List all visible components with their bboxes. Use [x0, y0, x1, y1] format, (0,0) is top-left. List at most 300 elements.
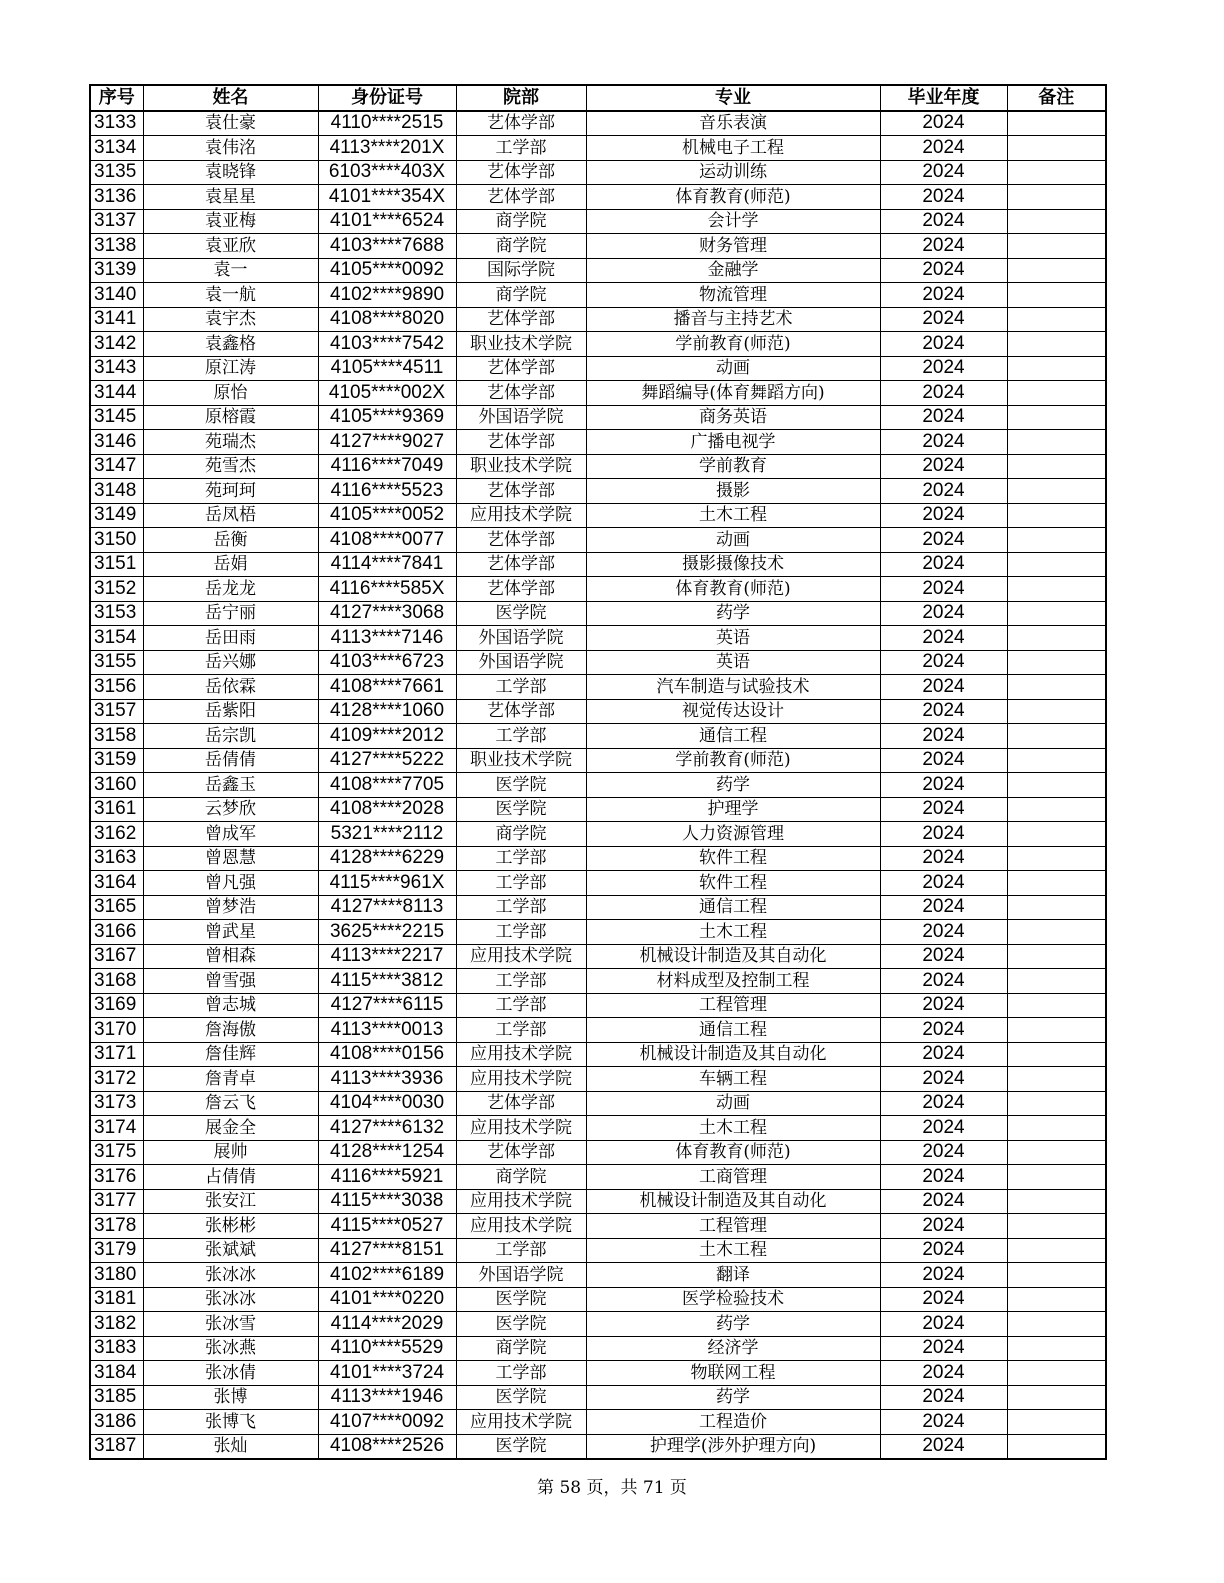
- table-row: [90, 1385, 1106, 1410]
- cell-name: 张博: [143, 1385, 318, 1410]
- cell-index: 3171: [90, 1042, 143, 1067]
- cell-id-number: 3625****2215: [318, 920, 456, 945]
- cell-remarks: [1007, 895, 1106, 920]
- cell-index: 3174: [90, 1116, 143, 1141]
- cell-major: 体育教育(师范): [586, 1140, 880, 1165]
- cell-id-number: 4108****0156: [318, 1042, 456, 1067]
- cell-department: 艺体学部: [456, 356, 586, 381]
- cell-graduation-year: 2024: [880, 773, 1007, 798]
- cell-major: 经济学: [586, 1336, 880, 1361]
- cell-index: 3146: [90, 430, 143, 455]
- cell-name: 曾恩慧: [143, 846, 318, 871]
- cell-graduation-year: 2024: [880, 993, 1007, 1018]
- cell-graduation-year: 2024: [880, 895, 1007, 920]
- table-row: [90, 944, 1106, 969]
- cell-name: 张冰冰: [143, 1263, 318, 1288]
- cell-graduation-year: 2024: [880, 920, 1007, 945]
- cell-department: 应用技术学院: [456, 1214, 586, 1239]
- cell-name: 曾梦浩: [143, 895, 318, 920]
- table-row: [90, 822, 1106, 847]
- cell-index: 3179: [90, 1238, 143, 1263]
- cell-id-number: 4108****2526: [318, 1434, 456, 1459]
- table-row: [90, 1067, 1106, 1092]
- cell-index: 3182: [90, 1312, 143, 1337]
- cell-graduation-year: 2024: [880, 797, 1007, 822]
- cell-department: 艺体学部: [456, 430, 586, 455]
- cell-department: 应用技术学院: [456, 503, 586, 528]
- cell-graduation-year: 2024: [880, 601, 1007, 626]
- cell-remarks: [1007, 405, 1106, 430]
- cell-remarks: [1007, 699, 1106, 724]
- cell-name: 占倩倩: [143, 1165, 318, 1190]
- cell-major: 机械电子工程: [586, 136, 880, 161]
- cell-graduation-year: 2024: [880, 258, 1007, 283]
- cell-index: 3183: [90, 1336, 143, 1361]
- cell-id-number: 4110****2515: [318, 111, 456, 136]
- cell-id-number: 4108****7661: [318, 675, 456, 700]
- cell-major: 动画: [586, 356, 880, 381]
- cell-id-number: 4102****9890: [318, 283, 456, 308]
- cell-name: 张冰雪: [143, 1312, 318, 1337]
- cell-id-number: 4108****8020: [318, 307, 456, 332]
- cell-name: 詹佳辉: [143, 1042, 318, 1067]
- page-footer: 第 58 页，共 71 页: [537, 1478, 687, 1498]
- table-row: [90, 650, 1106, 675]
- cell-remarks: [1007, 969, 1106, 994]
- cell-id-number: 4116****585X: [318, 577, 456, 602]
- table-row: [90, 454, 1106, 479]
- cell-index: 3136: [90, 185, 143, 210]
- cell-major: 广播电视学: [586, 430, 880, 455]
- cell-name: 岳田雨: [143, 626, 318, 651]
- cell-graduation-year: 2024: [880, 822, 1007, 847]
- cell-graduation-year: 2024: [880, 1067, 1007, 1092]
- cell-department: 商学院: [456, 822, 586, 847]
- cell-department: 艺体学部: [456, 185, 586, 210]
- cell-remarks: [1007, 307, 1106, 332]
- cell-remarks: [1007, 1287, 1106, 1312]
- cell-name: 张冰燕: [143, 1336, 318, 1361]
- cell-index: 3143: [90, 356, 143, 381]
- table-row: [90, 1312, 1106, 1337]
- table-row: [90, 748, 1106, 773]
- cell-graduation-year: 2024: [880, 283, 1007, 308]
- table-row: [90, 675, 1106, 700]
- table-row: [90, 528, 1106, 553]
- cell-graduation-year: 2024: [880, 356, 1007, 381]
- cell-id-number: 4104****0030: [318, 1091, 456, 1116]
- cell-name: 袁亚欣: [143, 234, 318, 259]
- cell-index: 3157: [90, 699, 143, 724]
- cell-remarks: [1007, 822, 1106, 847]
- table-body: [90, 111, 1106, 1460]
- cell-graduation-year: 2024: [880, 748, 1007, 773]
- cell-department: 商学院: [456, 209, 586, 234]
- cell-index: 3163: [90, 846, 143, 871]
- cell-name: 岳娟: [143, 552, 318, 577]
- cell-major: 机械设计制造及其自动化: [586, 944, 880, 969]
- cell-major: 体育教育(师范): [586, 185, 880, 210]
- cell-department: 工学部: [456, 136, 586, 161]
- cell-graduation-year: 2024: [880, 552, 1007, 577]
- cell-major: 英语: [586, 650, 880, 675]
- cell-name: 张彬彬: [143, 1214, 318, 1239]
- cell-name: 岳宗凯: [143, 724, 318, 749]
- cell-major: 医学检验技术: [586, 1287, 880, 1312]
- cell-name: 岳凤梧: [143, 503, 318, 528]
- cell-name: 岳倩倩: [143, 748, 318, 773]
- cell-remarks: [1007, 381, 1106, 406]
- cell-graduation-year: 2024: [880, 332, 1007, 357]
- cell-department: 医学院: [456, 1434, 586, 1459]
- cell-name: 张冰冰: [143, 1287, 318, 1312]
- header-remarks: 备注: [1007, 85, 1106, 111]
- cell-remarks: [1007, 185, 1106, 210]
- cell-index: 3148: [90, 479, 143, 504]
- cell-department: 职业技术学院: [456, 332, 586, 357]
- cell-remarks: [1007, 920, 1106, 945]
- cell-department: 艺体学部: [456, 1140, 586, 1165]
- cell-index: 3133: [90, 111, 143, 136]
- cell-id-number: 4116****5523: [318, 479, 456, 504]
- cell-index: 3160: [90, 773, 143, 798]
- cell-index: 3181: [90, 1287, 143, 1312]
- cell-id-number: 4102****6189: [318, 1263, 456, 1288]
- table-row: [90, 136, 1106, 161]
- cell-index: 3152: [90, 577, 143, 602]
- table-row: [90, 1116, 1106, 1141]
- cell-index: 3170: [90, 1018, 143, 1043]
- cell-graduation-year: 2024: [880, 1385, 1007, 1410]
- cell-remarks: [1007, 454, 1106, 479]
- cell-name: 原怡: [143, 381, 318, 406]
- cell-name: 苑瑞杰: [143, 430, 318, 455]
- cell-remarks: [1007, 1018, 1106, 1043]
- cell-major: 软件工程: [586, 846, 880, 871]
- cell-remarks: [1007, 1214, 1106, 1239]
- cell-index: 3180: [90, 1263, 143, 1288]
- cell-department: 国际学院: [456, 258, 586, 283]
- cell-graduation-year: 2024: [880, 479, 1007, 504]
- cell-graduation-year: 2024: [880, 1189, 1007, 1214]
- cell-major: 会计学: [586, 209, 880, 234]
- cell-name: 詹海傲: [143, 1018, 318, 1043]
- cell-major: 通信工程: [586, 1018, 880, 1043]
- cell-index: 3169: [90, 993, 143, 1018]
- cell-remarks: [1007, 1116, 1106, 1141]
- cell-graduation-year: 2024: [880, 675, 1007, 700]
- cell-department: 应用技术学院: [456, 1042, 586, 1067]
- cell-department: 工学部: [456, 1361, 586, 1386]
- cell-graduation-year: 2024: [880, 234, 1007, 259]
- header-index: 序号: [90, 85, 143, 111]
- cell-id-number: 4113****3936: [318, 1067, 456, 1092]
- cell-name: 张安江: [143, 1189, 318, 1214]
- cell-id-number: 4113****2217: [318, 944, 456, 969]
- table-row: [90, 1361, 1106, 1386]
- cell-department: 医学院: [456, 1287, 586, 1312]
- cell-department: 外国语学院: [456, 405, 586, 430]
- cell-id-number: 4110****5529: [318, 1336, 456, 1361]
- cell-major: 汽车制造与试验技术: [586, 675, 880, 700]
- cell-index: 3176: [90, 1165, 143, 1190]
- cell-id-number: 4116****7049: [318, 454, 456, 479]
- cell-graduation-year: 2024: [880, 1214, 1007, 1239]
- table-row: [90, 1263, 1106, 1288]
- table-row: [90, 895, 1106, 920]
- cell-id-number: 4107****0092: [318, 1410, 456, 1435]
- cell-name: 曾凡强: [143, 871, 318, 896]
- table-row: [90, 969, 1106, 994]
- cell-name: 岳兴娜: [143, 650, 318, 675]
- cell-name: 袁晓锋: [143, 160, 318, 185]
- cell-index: 3153: [90, 601, 143, 626]
- cell-index: 3166: [90, 920, 143, 945]
- cell-remarks: [1007, 1238, 1106, 1263]
- cell-remarks: [1007, 1140, 1106, 1165]
- table-row: [90, 381, 1106, 406]
- cell-department: 医学院: [456, 797, 586, 822]
- cell-graduation-year: 2024: [880, 1018, 1007, 1043]
- cell-id-number: 4116****5921: [318, 1165, 456, 1190]
- cell-remarks: [1007, 675, 1106, 700]
- cell-graduation-year: 2024: [880, 1165, 1007, 1190]
- cell-id-number: 4103****6723: [318, 650, 456, 675]
- cell-index: 3140: [90, 283, 143, 308]
- cell-graduation-year: 2024: [880, 699, 1007, 724]
- cell-major: 机械设计制造及其自动化: [586, 1189, 880, 1214]
- cell-name: 原江涛: [143, 356, 318, 381]
- cell-name: 詹青卓: [143, 1067, 318, 1092]
- cell-id-number: 4113****201X: [318, 136, 456, 161]
- cell-name: 岳鑫玉: [143, 773, 318, 798]
- cell-index: 3168: [90, 969, 143, 994]
- cell-department: 艺体学部: [456, 1091, 586, 1116]
- cell-remarks: [1007, 1336, 1106, 1361]
- cell-id-number: 6103****403X: [318, 160, 456, 185]
- cell-graduation-year: 2024: [880, 528, 1007, 553]
- cell-index: 3186: [90, 1410, 143, 1435]
- cell-major: 摄影: [586, 479, 880, 504]
- cell-graduation-year: 2024: [880, 160, 1007, 185]
- cell-index: 3175: [90, 1140, 143, 1165]
- cell-major: 软件工程: [586, 871, 880, 896]
- cell-major: 音乐表演: [586, 111, 880, 136]
- cell-index: 3156: [90, 675, 143, 700]
- cell-major: 药学: [586, 1312, 880, 1337]
- cell-major: 工商管理: [586, 1165, 880, 1190]
- cell-major: 护理学: [586, 797, 880, 822]
- cell-name: 曾雪强: [143, 969, 318, 994]
- cell-department: 医学院: [456, 1312, 586, 1337]
- cell-major: 学前教育(师范): [586, 332, 880, 357]
- table-row: [90, 601, 1106, 626]
- cell-index: 3155: [90, 650, 143, 675]
- cell-department: 艺体学部: [456, 528, 586, 553]
- cell-id-number: 4105****0092: [318, 258, 456, 283]
- cell-index: 3135: [90, 160, 143, 185]
- cell-department: 商学院: [456, 234, 586, 259]
- cell-id-number: 4105****9369: [318, 405, 456, 430]
- cell-index: 3177: [90, 1189, 143, 1214]
- cell-department: 艺体学部: [456, 307, 586, 332]
- cell-graduation-year: 2024: [880, 185, 1007, 210]
- cell-name: 岳宁丽: [143, 601, 318, 626]
- cell-index: 3164: [90, 871, 143, 896]
- table-row: [90, 283, 1106, 308]
- cell-major: 学前教育(师范): [586, 748, 880, 773]
- cell-major: 药学: [586, 601, 880, 626]
- cell-id-number: 4128****1060: [318, 699, 456, 724]
- cell-remarks: [1007, 283, 1106, 308]
- cell-id-number: 4109****2012: [318, 724, 456, 749]
- cell-index: 3149: [90, 503, 143, 528]
- cell-graduation-year: 2024: [880, 969, 1007, 994]
- cell-index: 3178: [90, 1214, 143, 1239]
- cell-name: 袁鑫格: [143, 332, 318, 357]
- cell-graduation-year: 2024: [880, 307, 1007, 332]
- cell-name: 袁仕豪: [143, 111, 318, 136]
- cell-remarks: [1007, 258, 1106, 283]
- cell-graduation-year: 2024: [880, 381, 1007, 406]
- cell-name: 苑雪杰: [143, 454, 318, 479]
- cell-major: 动画: [586, 1091, 880, 1116]
- cell-graduation-year: 2024: [880, 626, 1007, 651]
- cell-id-number: 4113****7146: [318, 626, 456, 651]
- cell-id-number: 4103****7688: [318, 234, 456, 259]
- cell-index: 3184: [90, 1361, 143, 1386]
- cell-department: 外国语学院: [456, 650, 586, 675]
- cell-index: 3151: [90, 552, 143, 577]
- cell-department: 艺体学部: [456, 479, 586, 504]
- table-row: [90, 773, 1106, 798]
- cell-major: 机械设计制造及其自动化: [586, 1042, 880, 1067]
- cell-name: 云梦欣: [143, 797, 318, 822]
- cell-major: 材料成型及控制工程: [586, 969, 880, 994]
- cell-id-number: 4115****0527: [318, 1214, 456, 1239]
- table-row: [90, 1189, 1106, 1214]
- cell-index: 3162: [90, 822, 143, 847]
- cell-id-number: 4108****0077: [318, 528, 456, 553]
- cell-graduation-year: 2024: [880, 1042, 1007, 1067]
- cell-remarks: [1007, 773, 1106, 798]
- cell-department: 工学部: [456, 895, 586, 920]
- cell-index: 3142: [90, 332, 143, 357]
- cell-name: 张博飞: [143, 1410, 318, 1435]
- cell-department: 外国语学院: [456, 626, 586, 651]
- cell-remarks: [1007, 234, 1106, 259]
- table-row: [90, 111, 1106, 136]
- cell-name: 张灿: [143, 1434, 318, 1459]
- cell-index: 3141: [90, 307, 143, 332]
- student-table: [89, 84, 1107, 1460]
- cell-name: 曾相森: [143, 944, 318, 969]
- cell-major: 英语: [586, 626, 880, 651]
- cell-major: 动画: [586, 528, 880, 553]
- cell-remarks: [1007, 136, 1106, 161]
- cell-major: 车辆工程: [586, 1067, 880, 1092]
- cell-index: 3165: [90, 895, 143, 920]
- cell-department: 工学部: [456, 675, 586, 700]
- cell-department: 应用技术学院: [456, 1189, 586, 1214]
- cell-remarks: [1007, 1067, 1106, 1092]
- table-row: [90, 258, 1106, 283]
- table-row: [90, 797, 1106, 822]
- cell-id-number: 4114****7841: [318, 552, 456, 577]
- cell-remarks: [1007, 356, 1106, 381]
- cell-remarks: [1007, 1263, 1106, 1288]
- cell-graduation-year: 2024: [880, 503, 1007, 528]
- cell-name: 岳依霖: [143, 675, 318, 700]
- cell-name: 岳龙龙: [143, 577, 318, 602]
- cell-remarks: [1007, 871, 1106, 896]
- cell-major: 工程造价: [586, 1410, 880, 1435]
- table-row: [90, 552, 1106, 577]
- cell-index: 3173: [90, 1091, 143, 1116]
- cell-remarks: [1007, 430, 1106, 455]
- cell-remarks: [1007, 626, 1106, 651]
- cell-department: 艺体学部: [456, 699, 586, 724]
- cell-major: 通信工程: [586, 895, 880, 920]
- table-row: [90, 724, 1106, 749]
- cell-id-number: 4108****2028: [318, 797, 456, 822]
- cell-department: 工学部: [456, 969, 586, 994]
- header-major: 专业: [586, 85, 880, 111]
- cell-name: 袁一: [143, 258, 318, 283]
- cell-remarks: [1007, 650, 1106, 675]
- cell-name: 袁亚梅: [143, 209, 318, 234]
- cell-name: 袁星星: [143, 185, 318, 210]
- cell-id-number: 4101****6524: [318, 209, 456, 234]
- cell-index: 3154: [90, 626, 143, 651]
- cell-id-number: 4127****6115: [318, 993, 456, 1018]
- cell-name: 曾成军: [143, 822, 318, 847]
- cell-department: 医学院: [456, 773, 586, 798]
- cell-id-number: 4113****0013: [318, 1018, 456, 1043]
- cell-department: 艺体学部: [456, 552, 586, 577]
- table-row: [90, 356, 1106, 381]
- cell-major: 药学: [586, 1385, 880, 1410]
- cell-index: 3137: [90, 209, 143, 234]
- cell-graduation-year: 2024: [880, 650, 1007, 675]
- cell-graduation-year: 2024: [880, 577, 1007, 602]
- cell-department: 应用技术学院: [456, 1116, 586, 1141]
- cell-graduation-year: 2024: [880, 1312, 1007, 1337]
- table-row: [90, 846, 1106, 871]
- cell-index: 3161: [90, 797, 143, 822]
- cell-major: 人力资源管理: [586, 822, 880, 847]
- cell-index: 3139: [90, 258, 143, 283]
- header-row: [90, 85, 1106, 111]
- cell-remarks: [1007, 1410, 1106, 1435]
- cell-remarks: [1007, 1091, 1106, 1116]
- cell-major: 土木工程: [586, 1116, 880, 1141]
- cell-index: 3150: [90, 528, 143, 553]
- cell-major: 金融学: [586, 258, 880, 283]
- header-name: 姓名: [143, 85, 318, 111]
- table-row: [90, 1434, 1106, 1459]
- cell-id-number: 5321****2112: [318, 822, 456, 847]
- header-id-number: 身份证号: [318, 85, 456, 111]
- cell-id-number: 4127****9027: [318, 430, 456, 455]
- cell-remarks: [1007, 528, 1106, 553]
- cell-index: 3172: [90, 1067, 143, 1092]
- table-row: [90, 699, 1106, 724]
- cell-id-number: 4127****8113: [318, 895, 456, 920]
- cell-index: 3167: [90, 944, 143, 969]
- cell-graduation-year: 2024: [880, 724, 1007, 749]
- cell-name: 岳衡: [143, 528, 318, 553]
